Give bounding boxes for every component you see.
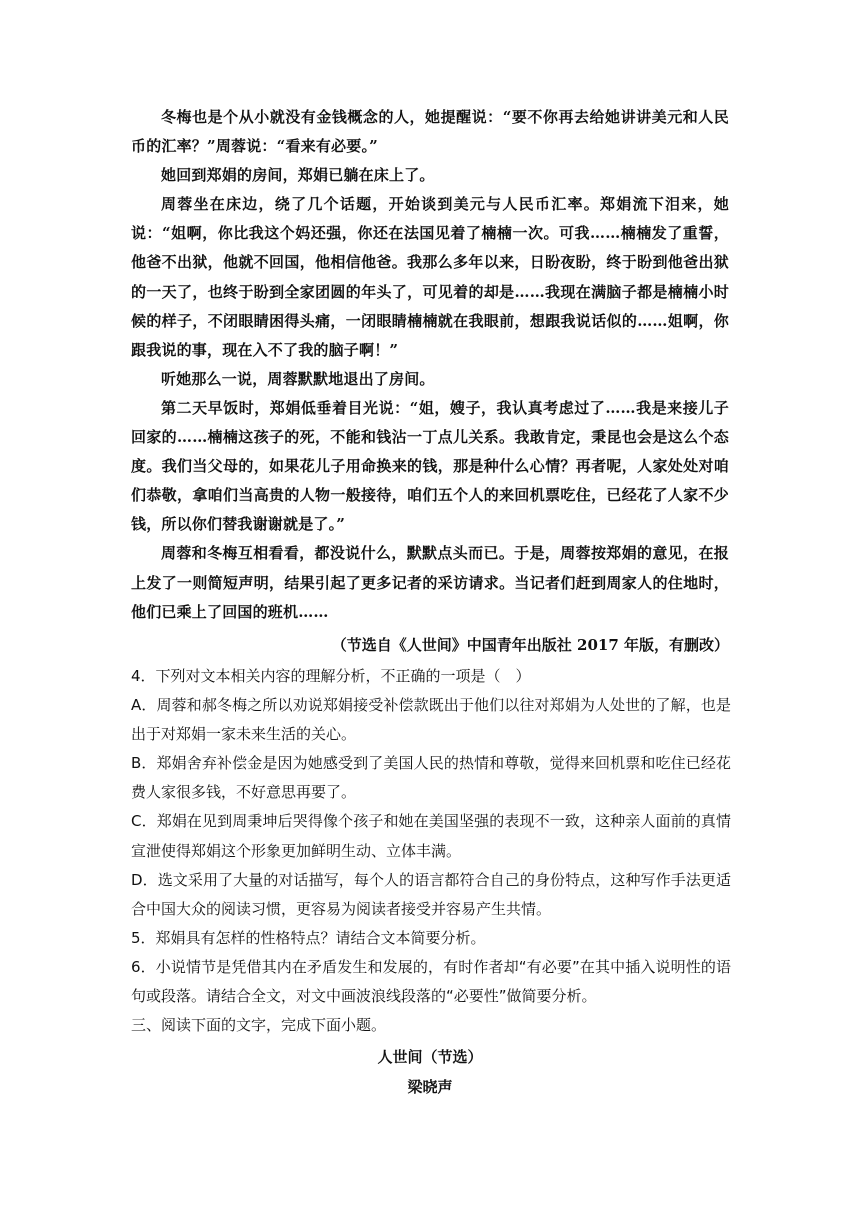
paragraph: 周蓉坐在床边，绕了几个话题，开始谈到美元与人民币汇率。郑娟流下泪来，她说：“姐啊，你比我这个妈还强，你还在法国见着了楠楠一次。可我……楠楠发了重誓，他爸不出狱，他就不回国，他相信他爸。我那么多年以来，日盼夜盼，终于盼到他爸出狱的一天了，也终于盼到全家团圆的年头了，可见着的却是……我现在满脑子都是楠楠小时候的样子，不闭眼睛困得头痛，一闭眼睛楠楠就在我眼前，想跟我说话似的……姐啊，你跟我说的事，现在入不了我的脑子啊！”: [131, 195, 729, 359]
option-d: D．选文采用了大量的对话描写，每个人的语言都符合自己的身份特点，这种写作手法更适合中国大众的阅读习惯，更容易为阅读者接受并容易产生共情。: [131, 870, 731, 918]
option-a: A．周蓉和郝冬梅之所以劝说郑娟接受补偿款既出于他们以往对郑娟为人处世的了解，也是出于对郑娟一家未来生活的关心。: [131, 696, 731, 744]
next-passage-title: 人世间（节选）: [377, 1048, 483, 1066]
paragraph: 她回到郑娟的房间，郑娟已躺在床上了。: [161, 166, 435, 185]
question-5: 5．郑娟具有怎样的性格特点？请结合文本简要分析。: [131, 928, 486, 947]
question-6: 6．小说情节是凭借其内在矛盾发生和发展的，有时作者却“有必要”在其中插入说明性的语句或段落。请结合全文，对文中画波浪线段落的“必要性”做简要分析。: [131, 957, 731, 1006]
option-b: B．郑娟舍弃补偿金是因为她感受到了美国人民的热情和尊敬，觉得来回机票和吃住已经花费人家很多钱，不好意思再要了。: [131, 754, 731, 802]
paragraph: 听她那么一说，周蓉默默地退出了房间。: [161, 369, 435, 388]
option-c: C．郑娟在见到周秉坤后哭得像个孩子和她在美国坚强的表现不一致，这种亲人面前的真情宣泄使得郑娟这个形象更加鲜明生动、立体丰满。: [131, 812, 731, 860]
next-passage-author: 梁晓声: [407, 1078, 453, 1096]
source-citation: （节选自《人世间》中国青年出版社 2017 年版，有删改）: [331, 636, 729, 654]
section-3-heading: 三、阅读下面的文字，完成下面小题。: [131, 1016, 387, 1035]
story-passage: [131, 103, 729, 627]
questions-block: [131, 662, 731, 1040]
paragraph: 第二天早饭时，郑娟低垂着目光说：“姐，嫂子，我认真考虑过了……我是来接儿子回家的……楠楠这孩子的死，不能和钱沾一丁点儿关系。我敢肯定，秉昆也会是这么个态度。我们当父母的，如果花儿子用命换来的钱，那是种什么心情？再者呢，人家处处对咱们恭敬，拿咱们当高贵的人物一般接待，咱们五个人的来回机票吃住，已经花了人家不少钱，所以你们替我谢谢就是了。”: [131, 398, 729, 534]
paragraph: 冬梅也是个从小就没有金钱概念的人，她提醒说：“要不你再去给她讲讲美元和人民币的汇率？”周蓉说：“看来有必要。”: [131, 108, 729, 156]
question-4-stem: 4．下列对文本相关内容的理解分析，不正确的一项是（ ）: [131, 667, 531, 685]
paragraph: 周蓉和冬梅互相看看，都没说什么，默默点头而已。于是，周蓉按郑娟的意见，在报上发了一则简短声明，结果引起了更多记者的采访请求。当记者们赶到周家人的住地时，他们已乘上了回国的班机……: [131, 544, 729, 621]
